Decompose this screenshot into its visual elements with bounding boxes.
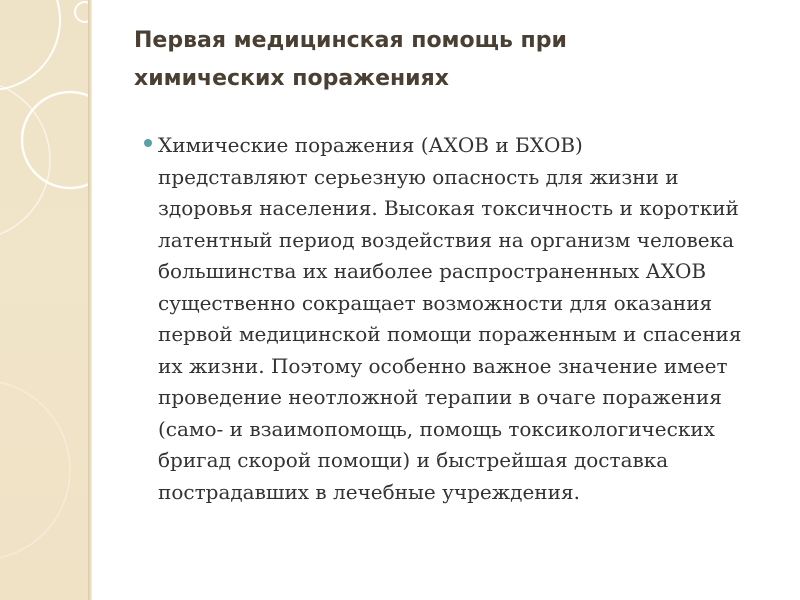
bullet-text-line: Химические поражения (АХОВ и БХОВ): [158, 133, 583, 157]
decorative-circle-top: [0, 0, 60, 90]
bullet-text-line: бригад скорой помощи) и быстрейшая доставка: [158, 448, 669, 472]
bullet-text-line: пострадавших в лечебные учреждения.: [158, 479, 580, 504]
bullet-dot-icon: [144, 139, 152, 147]
bullet-text-line: существенно сокращает возможности для оказания: [158, 290, 713, 315]
bullet-text-line: большинства их наиболее распространенных АХОВ: [158, 259, 707, 283]
slide-title-line: химических поражениях: [134, 66, 449, 91]
bullet-text-line: представляют серьезную опасность для жизни и: [158, 164, 679, 189]
decorative-circle-bottom: [0, 380, 70, 560]
bullet-text-line: (само- и взаимопомощь, помощь токсикологических: [158, 416, 715, 441]
decorative-circle-small: [75, 2, 88, 22]
bullet-text-line: проведение неотложной терапии в очаге поражения: [158, 385, 722, 409]
bullet-text: [144, 130, 784, 508]
bullet-item: [144, 130, 784, 508]
decorative-side-panel: [0, 0, 88, 600]
decorative-circle-middle: [22, 92, 88, 188]
side-panel-edge: [88, 0, 92, 600]
bullet-text-line: латентный период воздействия на организм человека: [158, 227, 735, 252]
slide-title: [134, 22, 754, 98]
slide-title-line: Первая медицинская помощь при: [134, 28, 567, 53]
decorative-circles-graphic: [0, 0, 88, 600]
bullet-text-line: первой медицинской помощи пораженным и спасения: [158, 322, 742, 346]
bullet-text-line: их жизни. Поэтому особенно важное значение имеет: [158, 353, 728, 378]
bullet-text-line: здоровья населения. Высокая токсичность и короткий: [158, 196, 739, 220]
